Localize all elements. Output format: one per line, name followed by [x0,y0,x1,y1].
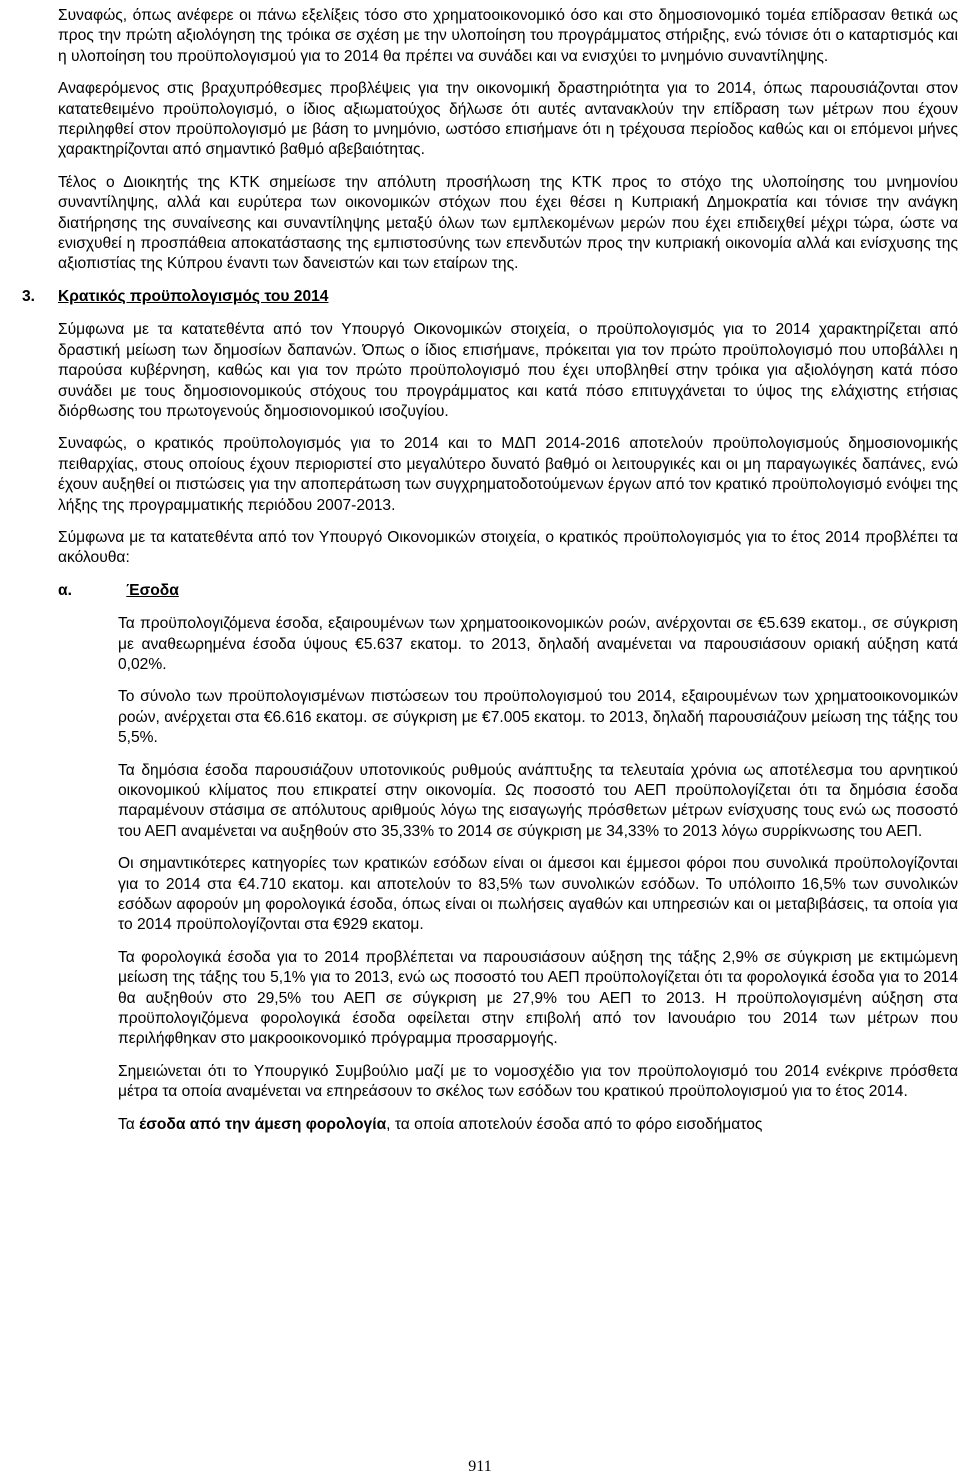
section-title: Κρατικός προϋπολογισμός του 2014 [58,287,329,305]
paragraph-governor-statement: Τέλος ο Διοικητής της ΚΤΚ σημείωσε την απόλυτη προσήλωση της ΚΤΚ προς το στόχο της υλοποίησης του μνημονίου συναντίληψης, αλλά και ευρύτερα των οικονομικών στόχων που έχει θέσει η Κυπριακή Δημοκρατία και τόνισε την ανάγκη διατήρησης της συναίνεσης και συναντίληψης μεταξύ όλων των εμπλεκομένων μερών που έχει επιδειχθεί μέχρι τώρα, ώστε να ενισχυθεί η προσπάθεια αποκατάστασης της εμπιστοσύνης των επενδυτών προς την κυπριακή οικονομία αλλά και ενίσχυσης της αξιοπιστίας της Κύπρου έναντι των δανειστών και των εταίρων της. [58,173,958,273]
subsection-body [118,614,958,1135]
paragraph-public-revenue-gdp: Τα δημόσια έσοδα παρουσιάζουν υποτονικούς ρυθμούς ανάπτυξης τα τελευταία χρόνια ως αποτέλεσμα του αρνητικού οικονομικού κλίματος που επικρατεί στην οικονομία. Ως ποσοστό του ΑΕΠ προϋπολογίζεται ότι τα δημόσια έσοδα παραμένουν στάσιμα σε απόλυτους αριθμούς λόγω της εισαγωγής πρόσθετων μέτρων ενίσχυσης τους ενώ ως ποσοστό του ΑΕΠ αναμένεται να αυξηθούν στο 35,33% το 2014 σε σύγκριση με 34,33% το 2013 λόγω συρρίκνωσης του ΑΕΠ. [118,761,958,840]
direct-tax-bold-text: έσοδα από την άμεση φορολογία [139,1115,387,1133]
page-number: 911 [468,1458,492,1475]
paragraph-revenue-total: Τα προϋπολογιζόμενα έσοδα, εξαιρουμένων των χρηματοοικονομικών ροών, ανέρχονται σε €5.639 εκατομ., σε σύγκριση με αναθεωρημένα έσοδα ύψους €5.637 εκατομ. το 2013, δηλαδή αναμένεται να παρουσιάσουν οριακή αύξηση κατά 0,02%. [118,615,958,673]
paragraph-tax-revenue-growth: Τα φορολογικά έσοδα για το 2014 προβλέπεται να παρουσιάσουν αύξηση της τάξης 2,9% σε σύγκριση με εκτιμώμενη μείωση της τάξης του 5,1% για το 2013, ενώ ως ποσοστό του ΑΕΠ προϋπολογίζεται ότι τα φορολογικά έσοδα για το 2014 θα αυξηθούν στο 29,5% του ΑΕΠ σε σύγκριση με 27,9% του ΑΕΠ το 2013. Η προϋπολογισμένη αύξηση στα προϋπολογιζόμενα φορολογικά έσοδα οφείλεται στην επιβολή από τον Ιανουάριο του 2014 των μέτρων που περιλήφθηκαν στο μακροοικονομικό πρόγραμμα προσαρμογής. [118,948,958,1048]
subsection-title: Έσοδα [126,581,179,599]
paragraph-short-term-forecasts: Αναφερόμενος στις βραχυπρόθεσμες προβλέψεις για την οικονομική δραστηριότητα για το 2014, όπως παρουσιάζονται στον κατατεθειμένο προϋπολογισμό, ο ίδιος αξιωματούχος δήλωσε ότι αυτές αντανακλούν την επίδραση των μέτρων που έχουν περιληφθεί στον προϋπολογισμό με βάση το μνημόνιο, ωστόσο επισήμανε ότι η τρέχουσα περίοδος καθώς και οι επόμενοι μήνες χαρακτηρίζονται από σημαντικό βαθμό αβεβαιότητας. [58,80,958,159]
section-heading [22,287,958,307]
subsection-heading [58,581,958,601]
paragraph-fiscal-discipline: Συναφώς, ο κρατικός προϋπολογισμός για το 2014 και το ΜΔΠ 2014-2016 αποτελούν προϋπολογισμούς δημοσιονομικής πειθαρχίας, στους οποίους έχουν περιοριστεί στο μεγαλύτερο δυνατό βαθμό οι λειτουργικές και οι μη παραγωγικές δαπάνες, ενώ έχουν αυξηθεί οι πιστώσεις για την αποπεράτωση των συγχρηματοδοτούμενων έργων από τον κρατικό προϋπολογισμό ενόψει της λήξης της προγραμματικής περιόδου 2007-2013. [58,435,958,514]
section-number: 3. [22,287,36,305]
paragraph-program-evaluation: Συναφώς, όπως ανέφερε οι πάνω εξελίξεις τόσο στο χρηματοοικονομικό όσο και στο δημοσιονομικό τομέα επίδρασαν θετικά ως προς την πρώτη αξιολόγηση της τρόικα σε σχέση με την υλοποίηση του προγράμματος στήριξης, ενώ τόνισε ότι ο καταρτισμός και η υλοποίηση του προϋπολογισμού για το 2014 θα πρέπει να συνάδει και να ενισχύει το μνημόνιο συναντίληψης. [58,7,958,65]
document-page [22,6,958,1147]
paragraph-additional-measures: Σημειώνεται ότι το Υπουργικό Συμβούλιο μαζί με το νομοσχέδιο για τον προϋπολογισμό του 2014 ενέκρινε πρόσθετα μέτρα τα οποία αναμένεται να επηρεάσουν το σκέλος των εσόδων του κρατικού προϋπολογισμού για το έτος 2014. [118,1062,958,1101]
paragraph-budget-provisions: Σύμφωνα με τα κατατεθέντα από τον Υπουργό Οικονομικών στοιχεία, ο κρατικός προϋπολογισμός για το έτος 2014 προβλέπει τα ακόλουθα: [58,528,958,567]
direct-tax-text-end: , τα οποία αποτελούν έσοδα από το φόρο εισοδήματος [386,1115,763,1133]
subsection-letter: α. [58,581,72,599]
paragraph-tax-categories: Οι σημαντικότερες κατηγορίες των κρατικών εσόδων είναι οι άμεσοι και έμμεσοι φόροι που συνολικά προϋπολογίζονται για το 2014 στα €4.710 εκατομ. και αποτελούν το 83,5% των συνολικών εσόδων. Το υπόλοιπο 16,5% των συνολικών εσόδων αφορούν μη φορολογικά έσοδα, όπως είναι οι πωλήσεις αγαθών και υπηρεσιών και οι μεταβιβάσεις, τα οποία για το 2014 προϋπολογίζονται στα €929 εκατομ. [118,855,958,934]
paragraph-appropriations-total: Το σύνολο των προϋπολογισμένων πιστώσεων του προϋπολογισμού του 2014, εξαιρουμένων των χρηματοοικονομικών ροών, ανέρχεται στα €6.616 εκατομ. σε σύγκριση με €7.005 εκατομ. το 2013, δηλαδή παρουσιάζουν μείωση της τάξης του 5,5%. [118,688,958,747]
paragraph-direct-taxation [118,1115,958,1135]
paragraph-budget-overview: Σύμφωνα με τα κατατεθέντα από τον Υπουργό Οικονομικών στοιχεία, ο προϋπολογισμός για το 2014 χαρακτηρίζεται από δραστική μείωση των δημοσίων δαπανών. Όπως ο ίδιος επισήμανε, πρόκειται για τον πρώτο προϋπολογισμό που υποβάλλει η παρούσα κυβέρνηση, καθώς και για τον πρώτο προϋπολογισμό που έχει υποβληθεί στην τρόικα για αξιολόγηση κατά πόσο συνάδει με τους δημοσιονομικούς στόχους του προγράμματος και κατά πόσο επιτυγχάνεται το ύψος της ελάχιστης ετήσιας διόρθωσης του πρωτογενούς δημοσιονομικού ισοζυγίου. [58,321,958,420]
direct-tax-text-start: Τα [118,1115,140,1133]
